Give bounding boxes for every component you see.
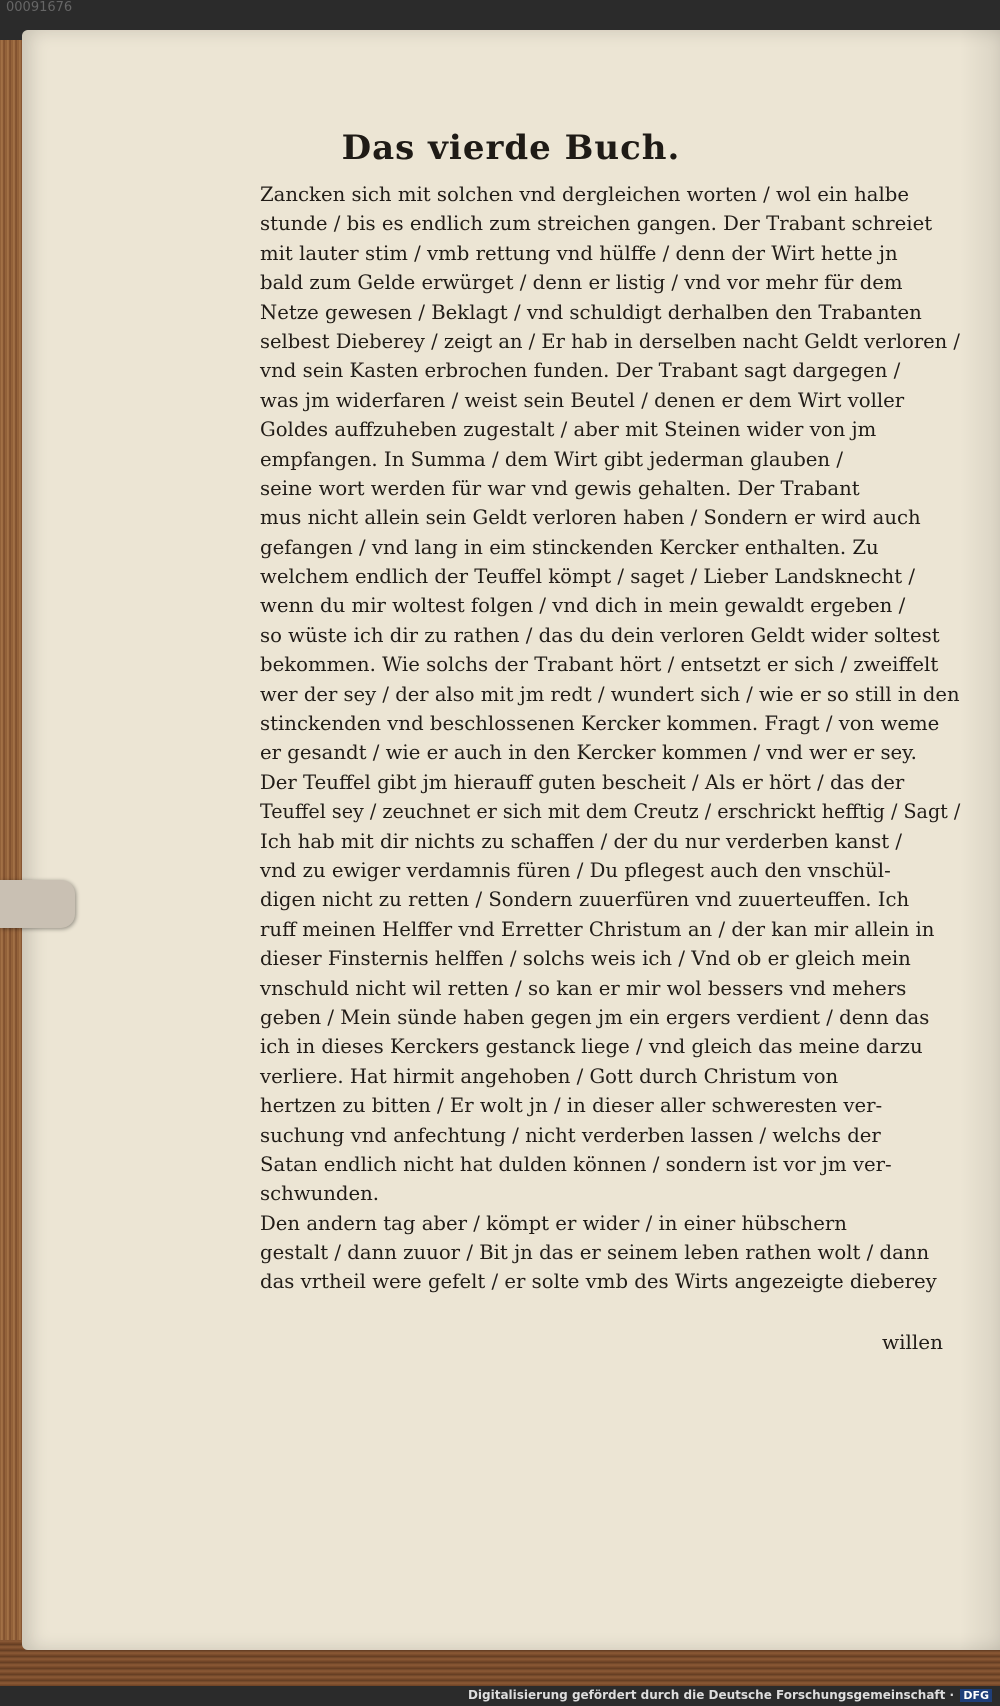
footer-credit <box>468 1688 992 1702</box>
text-line: selbest Dieberey / zeigt an / Er hab in derselben nacht Geldt verloren / <box>260 328 960 353</box>
book-page <box>22 30 1000 1650</box>
text-line: gestalt / dann zuuor / Bit jn das er seinem leben rathen wolt / dann <box>260 1240 930 1265</box>
page-text-block <box>260 180 972 1297</box>
text-line: Zancken sich mit solchen vnd dergleichen worten / wol ein halbe <box>260 182 909 206</box>
bookmark-ribbon <box>0 880 75 928</box>
text-line: ich in dieses Kerckers gestanck liege / vnd gleich das meine darzu <box>260 1034 923 1059</box>
text-line: hertzen zu bitten / Er wolt jn / in dieser aller schweresten ver- <box>260 1093 883 1118</box>
text-line: Ich hab mit dir nichts zu schaffen / der du nur verderben kanst / <box>260 828 902 853</box>
text-line: seine wort werden für war vnd gewis gehalten. Der Trabant <box>260 475 860 500</box>
text-line: er gesandt / wie er auch in den Kercker kommen / vnd wer er sey. <box>260 740 917 765</box>
text-line: suchung vnd anfechtung / nicht verderben lassen / welchs der <box>260 1122 881 1147</box>
text-line: welchem endlich der Teuffel kömpt / saget / Lieber Landsknecht / <box>260 564 915 589</box>
text-line: dieser Finsternis helffen / solchs weis ich / Vnd ob er gleich mein <box>260 946 911 971</box>
text-line: empfangen. In Summa / dem Wirt gibt jederman glauben / <box>260 446 843 471</box>
text-line: Goldes auffzuheben zugestalt / aber mit Steinen wider von jm <box>260 417 877 442</box>
text-line: stunde / bis es endlich zum streichen gangen. Der Trabant schreiet <box>260 211 933 236</box>
text-line: mus nicht allein sein Geldt verloren haben / Sondern er wird auch <box>260 505 921 530</box>
text-line: stinckenden vnd beschlossenen Kercker kommen. Fragt / von weme <box>260 711 940 736</box>
catchword: willen <box>882 1330 944 1354</box>
text-line: wer der sey / der also mit jm redt / wundert sich / wie er so still in den <box>260 681 960 706</box>
text-line: vnd sein Kasten erbrochen funden. Der Trabant sagt dargegen / <box>260 358 901 383</box>
text-line: vnschuld nicht wil retten / so kan er mir wol bessers vnd mehers <box>260 975 907 1000</box>
dfg-logo: DFG <box>960 1689 992 1702</box>
text-line: bald zum Gelde erwürget / denn er listig / vnd vor mehr für dem <box>260 270 903 295</box>
text-line: geben / Mein sünde haben gegen jm ein ergers verdient / denn das <box>260 1004 930 1029</box>
text-line: Der Teuffel gibt jm hierauff guten bescheit / Als er hört / das der <box>260 769 905 794</box>
scan-id-label: 00091676 <box>6 0 73 15</box>
text-line: verliere. Hat hirmit angehoben / Gott durch Christum von <box>260 1063 839 1088</box>
text-line: vnd zu ewiger verdamnis füren / Du pflegest auch den vnschül- <box>260 857 891 882</box>
text-line: ruff meinen Helffer vnd Erretter Christum an / der kan mir allein in <box>260 916 935 941</box>
text-line: digen nicht zu retten / Sondern zuuerfüren vnd zuuerteuffen. Ich <box>260 887 910 912</box>
text-line: was jm widerfaren / weist sein Beutel / denen er dem Wirt voller <box>260 387 905 412</box>
text-line: gefangen / vnd lang in eim stinckenden Kercker enthalten. Zu <box>260 534 879 559</box>
text-line: Teuffel sey / zeuchnet er sich mit dem Creutz / erschrickt hefftig / Sagt / <box>260 799 961 824</box>
text-line: Netze gewesen / Beklagt / vnd schuldigt derhalben den Trabanten <box>260 299 922 324</box>
text-line: mit lauter stim / vmb rettung vnd hülffe / denn der Wirt hette jn <box>260 240 898 265</box>
text-line: wenn du mir woltest folgen / vnd dich in mein gewaldt ergeben / <box>260 593 906 618</box>
text-line: Satan endlich nicht hat dulden können / sondern ist vor jm ver- <box>260 1151 892 1176</box>
text-line: das vrtheil were gefelt / er solte vmb des Wirts angezeigte dieberey <box>260 1269 937 1294</box>
text-line: so wüste ich dir zu rathen / das du dein verloren Geldt wider soltest <box>260 622 940 647</box>
page-heading: Das vierde Buch. <box>341 128 681 168</box>
text-line: Den andern tag aber / kömpt er wider / in einer hübschern <box>260 1210 847 1235</box>
text-line: schwunden. <box>260 1181 380 1206</box>
text-line: bekommen. Wie solchs der Trabant hört / entsetzt er sich / zweiffelt <box>260 652 939 677</box>
footer-text: Digitalisierung gefördert durch die Deutsche Forschungsgemeinschaft · <box>467 1688 955 1702</box>
